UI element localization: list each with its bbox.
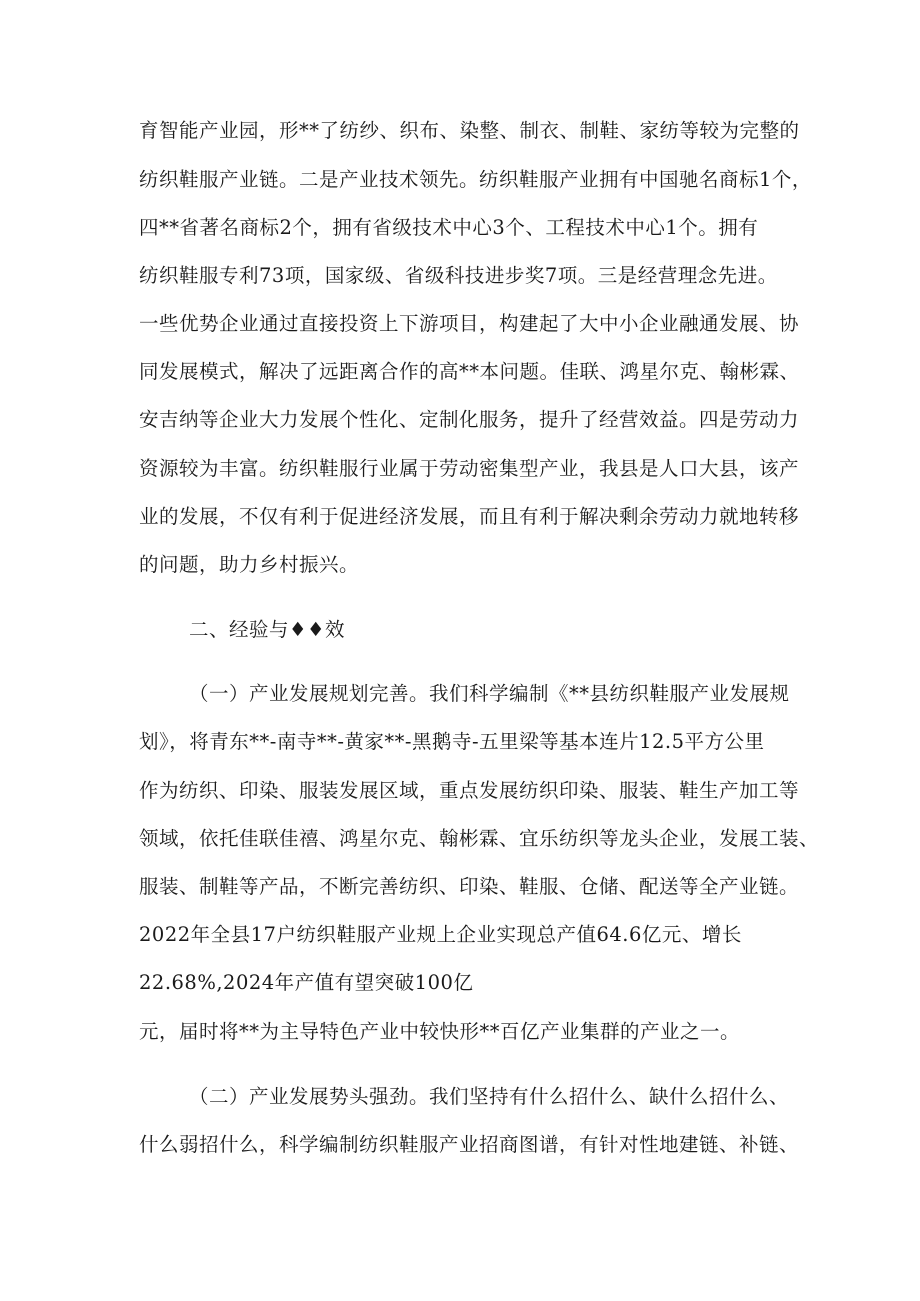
- text-line: 2022年全县17户纺织鞋服产业规上企业实现总产值64.6亿元、增长: [139, 923, 742, 946]
- text-line: （二）产业发展势头强劲。我们坚持有什么招什么、缺什么招什么、: [189, 1085, 790, 1108]
- text-line: （一）产业发展规划完善。我们科学编制《**县纺织鞋服产业发展规: [189, 682, 790, 705]
- text-line: 育智能产业园，形**了纺纱、织布、染整、制衣、制鞋、家纺等较为完整的: [139, 119, 800, 142]
- section-heading: 二、经验与♦♦效: [189, 618, 345, 641]
- text-line: 元，届时将**为主导特色产业中较快形**百亿产业集群的产业之一。: [139, 1020, 741, 1043]
- text-line: 22.68%,2024年产值有望突破100亿: [139, 971, 474, 994]
- text-line: 纺织鞋服专利73项，国家级、省级科技进步奖7项。三是经营理念先进。: [139, 264, 778, 287]
- text-line: 作为纺织、印染、服装发展区域，重点发展纺织印染、服装、鞋生产加工等: [139, 779, 800, 802]
- text-line: 安吉纳等企业大力发展个性化、定制化服务，提升了经营效益。四是劳动力: [139, 408, 800, 431]
- text-line: 纺织鞋服产业链。二是产业技术领先。纺织鞋服产业拥有中国驰名商标1个，: [139, 168, 812, 191]
- text-line: 同发展模式，解决了远距离合作的高**本问题。佳联、鸿星尔克、翰彬霖、: [139, 360, 800, 383]
- text-line: 的问题，助力乡村振兴。: [139, 553, 360, 576]
- text-line: 领域，依托佳联佳禧、鸿星尔克、翰彬霖、宜乐纺织等龙头企业，发展工装、: [139, 827, 820, 850]
- text-line: 什么弱招什么，科学编制纺织鞋服产业招商图谱，有针对性地建链、补链、: [139, 1133, 800, 1156]
- text-line: 服装、制鞋等产品，不断完善纺织、印染、鞋服、仓储、配送等全产业链。: [139, 875, 800, 898]
- text-line: 一些优势企业通过直接投资上下游项目，构建起了大中小企业融通发展、协: [139, 312, 800, 335]
- text-line: 资源较为丰富。纺织鞋服行业属于劳动密集型产业，我县是人口大县，该产: [139, 457, 800, 480]
- text-line: 四**省著名商标2个，拥有省级技术中心3个、工程技术中心1个。拥有: [139, 216, 759, 239]
- text-line: 划》，将青东**-南寺**-黄家**-黑鹅寺-五里梁等基本连片12.5平方公里: [139, 730, 765, 753]
- text-line: 业的发展，不仅有利于促进经济发展，而且有利于解决剩余劳动力就地转移: [139, 505, 800, 528]
